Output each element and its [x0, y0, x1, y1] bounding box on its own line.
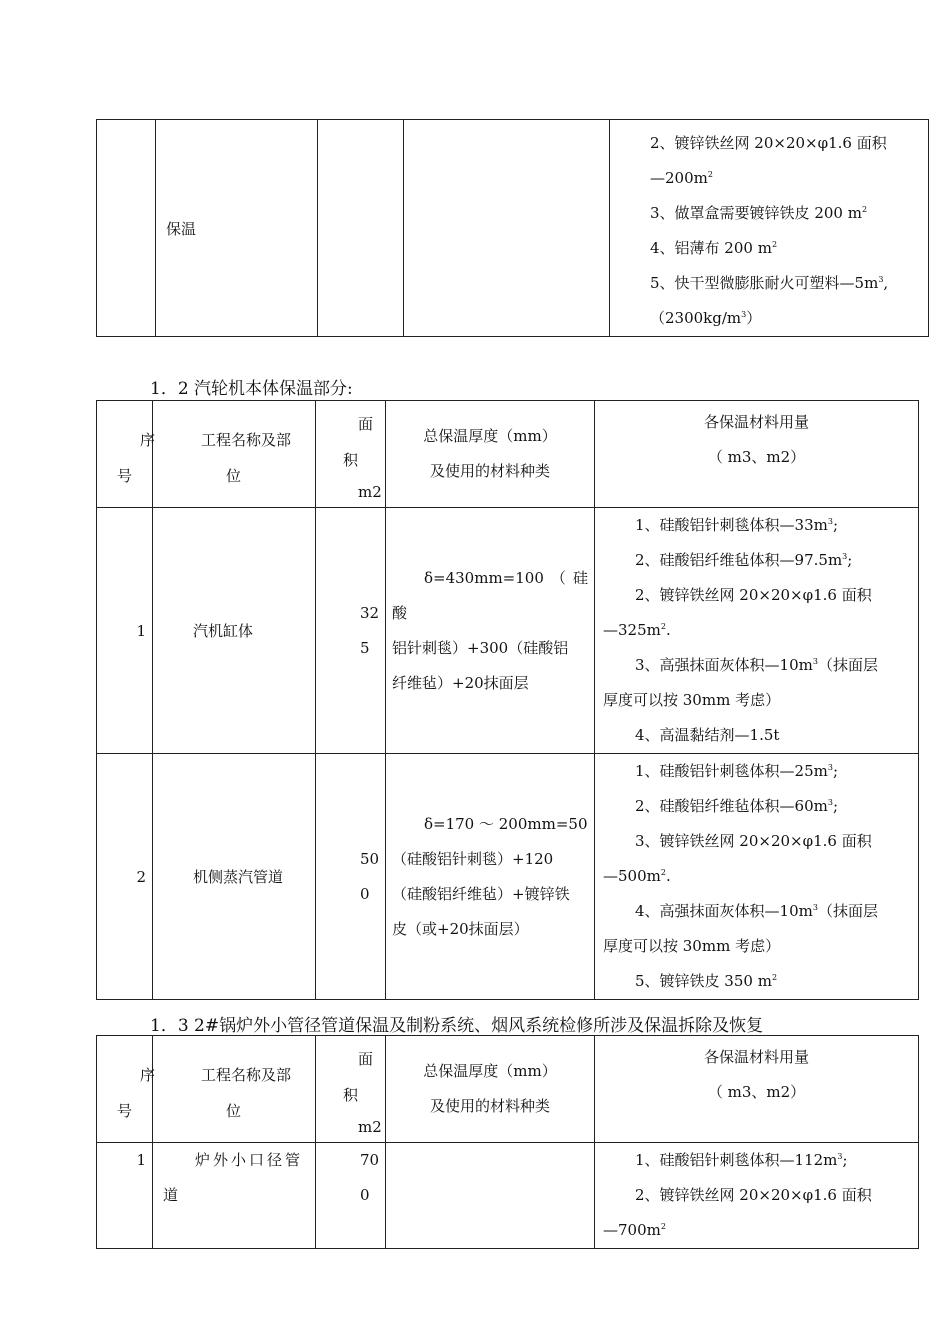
header-area: [316, 401, 386, 508]
row-area-b: 0: [360, 884, 370, 903]
material-text: 2、硅酸铝纤维毡体积—97.5m: [635, 551, 843, 569]
superscript: 2: [771, 240, 778, 249]
header-materials-a: 各保温材料用量: [703, 1048, 809, 1066]
row-area-a: 70: [360, 1151, 380, 1169]
thickness-text: [392, 561, 588, 701]
thickness-line: δ=430mm=100（硅酸: [392, 568, 588, 622]
material-line: [618, 231, 920, 266]
top-materials-cell: [610, 120, 929, 337]
row-area-a: 50: [360, 849, 380, 868]
superscript: 2: [660, 1222, 666, 1231]
materials-list: [603, 508, 910, 753]
material-text: （2300kg/m: [650, 309, 742, 327]
row-area-b: 5: [360, 638, 370, 657]
header-name: [153, 401, 316, 508]
material-line: [603, 683, 910, 718]
materials-list: [603, 754, 910, 999]
header-area-b: 积: [343, 451, 359, 469]
top-name-cell: [156, 120, 318, 337]
material-line: [603, 508, 910, 543]
header-area-c: m2: [358, 483, 382, 501]
material-line: [603, 824, 910, 859]
material-tail: ;: [832, 762, 839, 780]
material-text: 5、镀锌铁皮 350 m: [635, 972, 772, 990]
material-text: 4、高温黏结剂—1.5t: [635, 726, 780, 744]
material-line: [603, 1213, 910, 1248]
superscript: 2: [707, 170, 713, 179]
header-seq-a: 序: [140, 1066, 156, 1084]
material-line: [603, 1178, 910, 1213]
material-line: [618, 126, 920, 161]
row-area-a: 32: [360, 603, 380, 622]
material-text: 1、硅酸铝针刺毯体积—33m: [635, 516, 828, 534]
table-row: [97, 508, 919, 754]
material-text: 5、快干型微膨胀耐火可塑料—5m: [650, 274, 879, 292]
row-seq-value: 1: [136, 621, 146, 640]
superscript: 2: [660, 622, 666, 631]
row-thickness: [386, 508, 595, 754]
material-text: 2、镀锌铁丝网 20×20×φ1.6 面积: [635, 586, 872, 604]
material-tail: ）: [746, 309, 762, 327]
material-line: [618, 266, 920, 301]
thickness-line: 皮（或+20抹面层）: [392, 919, 529, 938]
material-text: 3、镀锌铁丝网 20×20×φ1.6 面积: [635, 832, 872, 850]
row-seq-value: 2: [136, 867, 146, 886]
header-area: [316, 1036, 386, 1143]
top-thickness-cell: [404, 120, 610, 337]
row-seq: [97, 508, 153, 754]
material-line: [603, 578, 910, 613]
superscript: 3: [827, 517, 833, 526]
material-tail: ;: [832, 797, 839, 815]
header-seq: [97, 401, 156, 508]
superscript: 2: [771, 973, 778, 982]
header-materials: [595, 401, 919, 508]
top-seq-cell: [97, 120, 156, 337]
thickness-text: [392, 807, 588, 947]
superscript: 3: [741, 310, 747, 319]
material-text: 2、镀锌铁丝网 20×20×φ1.6 面积: [635, 1186, 872, 1204]
material-text: —325m: [603, 621, 661, 639]
material-line: [603, 718, 910, 753]
header-seq-b: 号: [117, 467, 133, 485]
thickness-line: （硅酸铝针刺毯）+120: [392, 849, 554, 868]
thickness-line: 纤维毡）+20抹面层: [392, 673, 529, 692]
material-text: 2、镀锌铁丝网 20×20×φ1.6 面积: [650, 134, 887, 152]
material-line: [618, 161, 920, 196]
section-heading: 1．3 2#锅炉外小管径管道保温及制粉系统、烟风系统检修所涉及保温拆除及恢复: [150, 1016, 764, 1036]
material-tail: .: [665, 867, 671, 885]
row-seq: [97, 1143, 153, 1249]
row-thickness: [386, 1143, 595, 1249]
materials-list: [618, 126, 920, 336]
header-name-b: 位: [226, 1102, 242, 1120]
header-area-b: 积: [343, 1086, 359, 1104]
row-materials: [595, 754, 919, 1000]
superscript: 3: [878, 275, 884, 284]
material-line: [603, 894, 910, 929]
material-text: 4、高强抹面灰体积—10m: [635, 902, 813, 920]
row-name-value: 机侧蒸汽管道: [193, 868, 284, 886]
row-name-b: 道: [163, 1186, 179, 1204]
header-seq-a: 序: [140, 431, 156, 449]
header-materials-a: 各保温材料用量: [703, 413, 809, 431]
header-thickness-a: 总保温厚度（mm）: [423, 1062, 557, 1080]
material-line: [603, 543, 910, 578]
material-text: 厚度可以按 30mm 考虑）: [603, 937, 781, 955]
material-line: [618, 196, 920, 231]
superscript: 2: [861, 205, 868, 214]
section2-table: [96, 400, 919, 1000]
material-tail: （抹面层: [817, 902, 878, 920]
material-text: 3、高强抹面灰体积—10m: [635, 656, 813, 674]
material-line: [603, 648, 910, 683]
material-text: 厚度可以按 30mm 考虑）: [603, 691, 781, 709]
header-materials: [595, 1036, 919, 1143]
materials-list: [603, 1143, 910, 1248]
row-area-b: 0: [360, 1186, 370, 1204]
superscript: 3: [827, 798, 833, 807]
row-area: [316, 1143, 386, 1249]
header-name: [153, 1036, 316, 1143]
material-text: 2、硅酸铝纤维毡体积—60m: [635, 797, 828, 815]
material-text: —500m: [603, 867, 661, 885]
row-name-a: 炉外小口径管: [195, 1151, 304, 1169]
material-text: 4、铝薄布 200 m: [650, 239, 772, 257]
row-name: [153, 754, 316, 1000]
header-seq-b: 号: [117, 1102, 133, 1120]
header-thickness: [386, 401, 595, 508]
material-line: [618, 301, 920, 336]
top-area-cell: [318, 120, 404, 337]
row-name-value: 汽机缸体: [193, 622, 254, 640]
row-materials: [595, 508, 919, 754]
header-thickness-b: 及使用的材料种类: [429, 462, 550, 480]
superscript: 2: [660, 868, 666, 877]
superscript: 3: [827, 763, 833, 772]
thickness-line: （硅酸铝纤维毡）+镀锌铁: [392, 884, 570, 903]
material-line: [603, 754, 910, 789]
superscript: 3: [837, 1152, 843, 1161]
row-seq: [97, 754, 153, 1000]
material-tail: ;: [832, 516, 839, 534]
header-area-a: 面: [358, 415, 374, 433]
header-name-a: 工程名称及部: [201, 431, 292, 449]
row-thickness: [386, 754, 595, 1000]
material-text: —700m: [603, 1221, 661, 1239]
material-tail: ,: [883, 274, 889, 292]
row-name: [153, 1143, 316, 1249]
header-thickness-a: 总保温厚度（mm）: [423, 427, 557, 445]
header-area-c: m2: [358, 1118, 382, 1136]
section-heading: 1．2 汽轮机本体保温部分:: [150, 379, 353, 399]
superscript: 3: [812, 903, 818, 912]
material-tail: （抹面层: [817, 656, 878, 674]
material-text: 1、硅酸铝针刺毯体积—112m: [635, 1151, 838, 1169]
material-line: [603, 613, 910, 648]
superscript: 3: [842, 552, 848, 561]
header-materials-b: （ m3、m2）: [707, 448, 806, 466]
material-line: [603, 929, 910, 964]
material-line: [603, 964, 910, 999]
material-tail: ;: [842, 1151, 848, 1169]
table-header-row: [97, 1036, 919, 1143]
header-name-b: 位: [226, 467, 242, 485]
material-tail: ;: [847, 551, 853, 569]
top-table: [96, 119, 929, 337]
material-text: —200m: [650, 169, 708, 187]
material-text: 3、做罩盒需要镀锌铁皮 200 m: [650, 204, 862, 222]
row-area: [316, 508, 386, 754]
material-line: [603, 789, 910, 824]
table-header-row: [97, 401, 919, 508]
row-name: [153, 508, 316, 754]
material-line: [603, 859, 910, 894]
header-materials-b: （ m3、m2）: [707, 1083, 806, 1101]
superscript: 3: [812, 657, 818, 666]
header-thickness: [386, 1036, 595, 1143]
table-row: [97, 1143, 919, 1249]
top-name: 保温: [166, 219, 197, 238]
header-area-a: 面: [358, 1050, 374, 1068]
material-text: 1、硅酸铝针刺毯体积—25m: [635, 762, 828, 780]
material-line: [603, 1143, 910, 1178]
thickness-line: δ=170 ～ 200mm=50: [424, 814, 588, 833]
thickness-line: 铝针刺毯）+300（硅酸铝: [392, 638, 569, 657]
material-tail: .: [665, 621, 671, 639]
row-seq-value: 1: [136, 1151, 146, 1169]
table-row: [97, 754, 919, 1000]
row-area: [316, 754, 386, 1000]
row-materials: [595, 1143, 919, 1249]
section3-table: [96, 1035, 919, 1249]
header-seq: [97, 1036, 156, 1143]
header-name-a: 工程名称及部: [201, 1066, 292, 1084]
header-thickness-b: 及使用的材料种类: [429, 1097, 550, 1115]
